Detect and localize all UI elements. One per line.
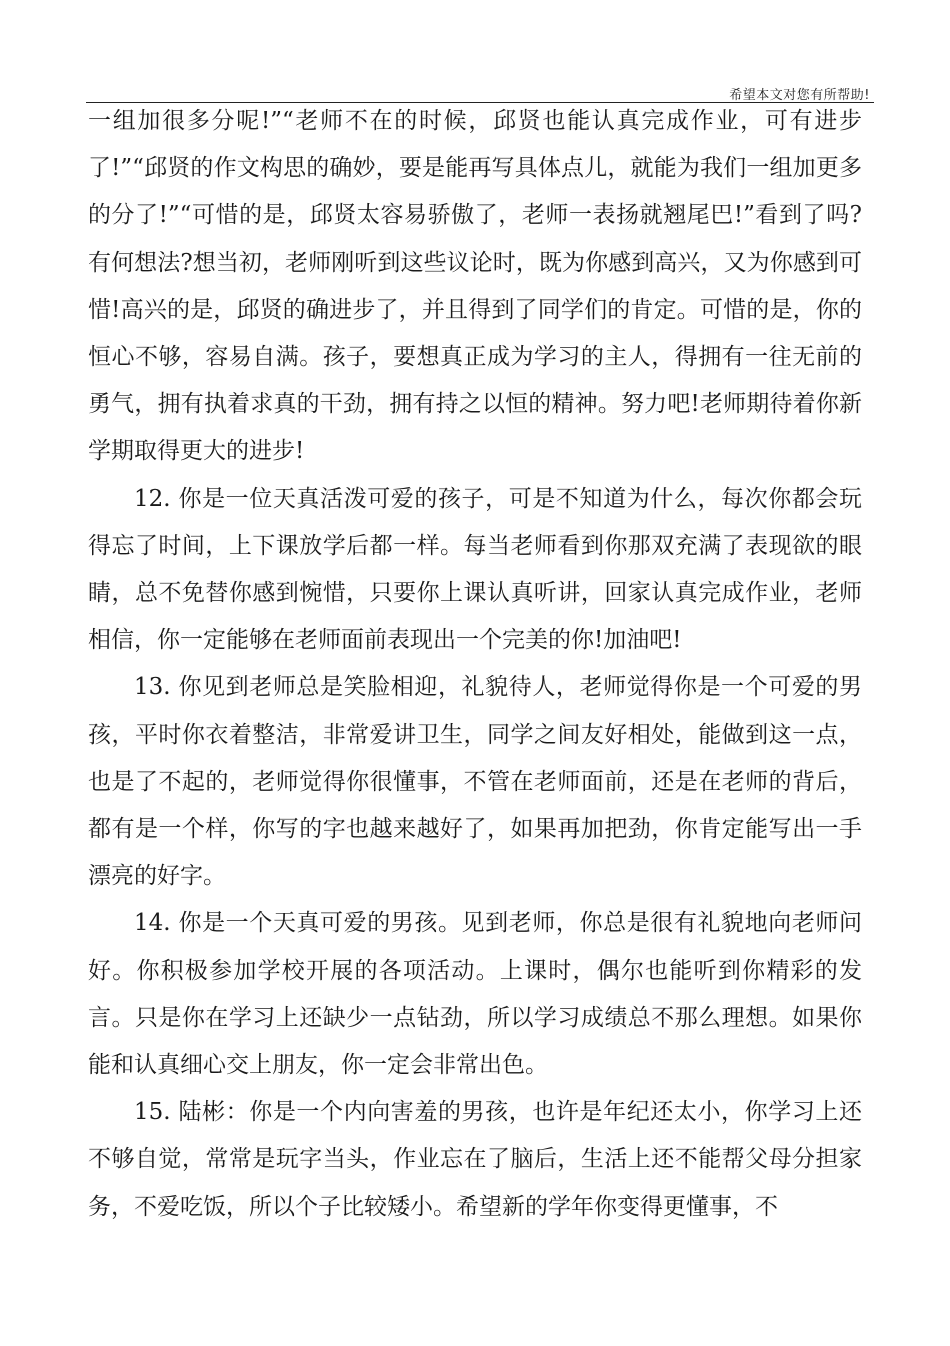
paragraph-item-15: 15. 陆彬：你是一个内向害羞的男孩，也许是年纪还太小，你学习上还不够自觉，常常是玩字当头，作业忘在了脑后，生活上还不能帮父母分担家务，不爱吃饭，所以个子比较矮小。希望新的学年你变得更懂事，不 [88, 1099, 862, 1220]
document-body [88, 98, 862, 1231]
paragraph-item-12: 12. 你是一位天真活泼可爱的孩子，可是不知道为什么，每次你都会玩得忘了时间，上下课放学后都一样。每当老师看到你那双充满了表现欲的眼睛，总不免替你感到惋惜，只要你上课认真听讲，回家认真完成作业，老师相信，你一定能够在老师面前表现出一个完美的你!加油吧! [88, 485, 862, 654]
header-note: 希望本文对您有所帮助! [729, 88, 870, 103]
paragraph-continued: 一组加很多分呢!”“老师不在的时候，邱贤也能认真完成作业，可有进步了!”“邱贤的作文构思的确妙，要是能再写具体点儿，就能为我们一组加更多的分了!”“可惜的是，邱贤太容易骄傲了，老师一表扬就翘尾巴!”看到了吗?有何想法?想当初，老师刚听到这些议论时，既为你感到高兴，又为你感到可惜!高兴的是，邱贤的确进步了，并且得到了同学们的肯定。可惜的是，你的恒心不够，容易自满。孩子，要想真正成为学习的主人，得拥有一往无前的勇气，拥有执着求真的干劲，拥有持之以恒的精神。努力吧!老师期待着你新学期取得更大的进步! [88, 108, 862, 465]
paragraph-item-14: 14. 你是一个天真可爱的男孩。见到老师，你总是很有礼貌地向老师问好。你积极参加学校开展的各项活动。上课时，偶尔也能听到你精彩的发言。只是你在学习上还缺少一点钻劲，所以学习成绩总不那么理想。如果你能和认真细心交上朋友，你一定会非常出色。 [88, 910, 862, 1079]
paragraph-item-13: 13. 你见到老师总是笑脸相迎，礼貌待人，老师觉得你是一个可爱的男孩，平时你衣着整洁，非常爱讲卫生，同学之间友好相处，能做到这一点，也是了不起的，老师觉得你很懂事，不管在老师面前，还是在老师的背后，都有是一个样，你写的字也越来越好了，如果再加把劲，你肯定能写出一手漂亮的好字。 [88, 674, 862, 890]
